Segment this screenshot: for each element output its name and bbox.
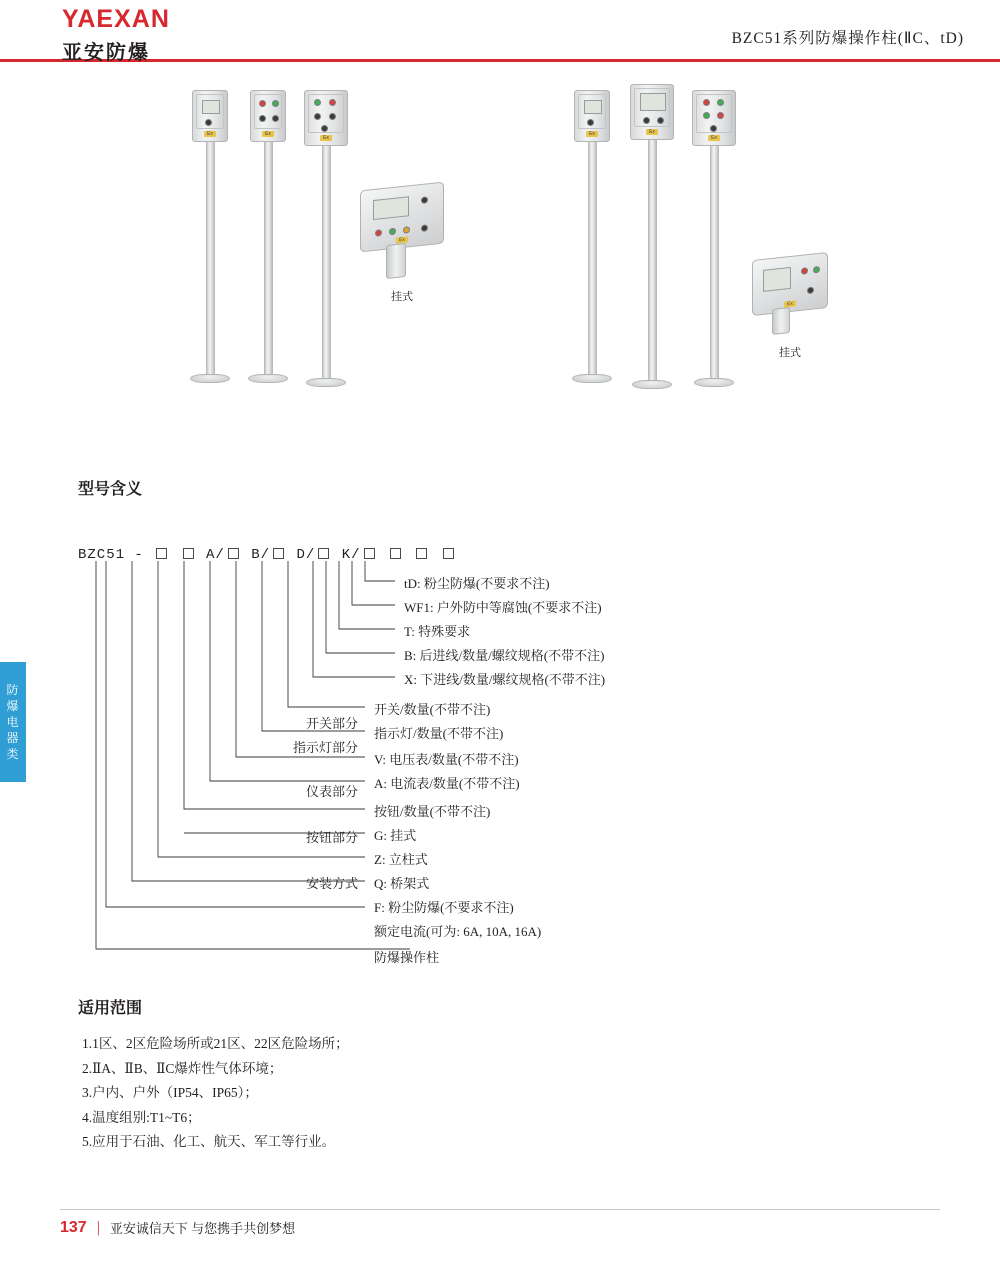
brand-logo	[62, 6, 242, 65]
model-section-title: 型号含义	[78, 481, 143, 498]
cable-gland	[772, 307, 790, 335]
pole-base	[694, 378, 734, 387]
footer-separator: |	[96, 1218, 100, 1236]
push-button	[643, 117, 650, 124]
product-pole-5	[630, 84, 674, 389]
legend-item-3: B: 后进线/数量/螺纹规格(不带不注)	[404, 648, 605, 663]
pole-stem	[648, 140, 657, 380]
scope-list	[82, 1032, 1000, 1155]
legend-item-0: tD: 粉尘防爆(不要求不注)	[404, 576, 550, 591]
legend-item-1: WF1: 户外防中等腐蚀(不要求不注)	[404, 600, 602, 615]
selector-switch	[421, 196, 428, 204]
pole-control-box	[304, 90, 348, 146]
push-button	[807, 286, 814, 294]
push-button	[587, 119, 594, 126]
indicator-lamp-red	[329, 99, 336, 106]
scope-item: 4.温度组别:T1~T6；	[82, 1109, 201, 1125]
product-pole-2	[248, 90, 288, 383]
legend-item-4: X: 下进线/数量/螺纹规格(不带不注)	[404, 672, 606, 687]
photo-caption-left: 挂式	[391, 291, 413, 303]
box-screen	[584, 100, 602, 114]
product-pole-1	[190, 90, 230, 383]
model-code-prefix: BZC51 -	[78, 547, 144, 563]
footer-slogan: 亚安诚信天下 与您携手共创梦想	[109, 1221, 296, 1236]
product-pole-4	[572, 90, 612, 383]
ex-label: Ex	[396, 236, 408, 243]
page-footer	[0, 1209, 1000, 1249]
indicator-lamp-red	[717, 112, 724, 119]
indicator-lamp-green	[314, 99, 321, 106]
side-tab-label: 防爆电器类	[6, 682, 20, 762]
indicator-lamp-green	[389, 228, 396, 236]
selector-switch	[321, 125, 328, 132]
indicator-lamp-red	[801, 267, 808, 275]
legend-item-7: V: 电压表/数量(不带不注)	[374, 752, 519, 767]
product-photo-group	[0, 84, 1000, 384]
product-wall-unit-left	[360, 186, 444, 304]
push-button	[421, 224, 428, 232]
box-screen	[373, 196, 409, 220]
scope-item: 3.户内、户外（IP54、IP65）；	[82, 1085, 258, 1101]
code-literal-a: A/	[206, 547, 225, 563]
pole-control-box	[692, 90, 736, 146]
product-pole-3	[304, 90, 348, 387]
indicator-lamp-amber	[403, 226, 410, 234]
logo-en-text: YAEXAN	[62, 5, 170, 33]
code-literal-b: B/	[251, 547, 271, 563]
pole-base	[190, 374, 230, 383]
product-wall-unit-right	[752, 256, 828, 360]
ex-label: Ex	[204, 131, 216, 137]
pole-stem	[710, 146, 719, 378]
photo-caption-right: 挂式	[779, 347, 801, 359]
page-number: 137	[60, 1218, 87, 1236]
logo-cn-text: 亚安防爆	[62, 41, 150, 64]
page-title: BZC51系列防爆操作柱(ⅡC、tD)	[731, 30, 964, 47]
indicator-lamp-red	[703, 99, 710, 106]
pole-control-box	[192, 90, 228, 142]
indicator-lamp-red	[259, 100, 266, 107]
code-literal-k: K/	[341, 547, 361, 563]
push-button	[657, 117, 664, 124]
ex-label: Ex	[262, 131, 274, 137]
legend-item-15: 防爆操作柱	[374, 950, 440, 965]
ex-label: Ex	[586, 131, 598, 137]
wall-control-box	[360, 182, 444, 253]
push-button	[272, 115, 279, 122]
legend-item-6: 指示灯/数量(不带不注)	[374, 726, 504, 741]
legend-item-13: F: 粉尘防爆(不要求不注)	[374, 900, 514, 915]
legend-item-10: G: 挂式	[374, 828, 417, 843]
box-screen	[202, 100, 220, 114]
indicator-lamp-green	[813, 266, 820, 274]
cable-gland	[386, 243, 406, 279]
pole-stem	[588, 142, 597, 374]
push-button	[259, 115, 266, 122]
pole-control-box	[630, 84, 674, 140]
page-header	[0, 0, 1000, 62]
left-label-1: 指示灯部分	[292, 740, 358, 755]
pole-base	[572, 374, 612, 383]
pole-stem	[264, 142, 273, 374]
pole-control-box	[574, 90, 610, 142]
indicator-lamp	[205, 119, 212, 126]
pole-base	[248, 374, 288, 383]
code-literal-d: D/	[296, 547, 316, 563]
push-button	[314, 113, 321, 120]
product-pole-6	[692, 90, 736, 387]
left-label-2: 仪表部分	[305, 784, 358, 799]
scope-item: 5.应用于石油、化工、航天、军工等行业。	[82, 1134, 336, 1150]
scope-item: 2.ⅡA、ⅡB、ⅡC爆炸性气体环境；	[82, 1060, 283, 1076]
indicator-lamp-green	[717, 99, 724, 106]
pole-control-box	[250, 90, 286, 142]
ex-label: Ex	[320, 135, 332, 141]
selector-switch	[710, 125, 717, 132]
pole-base	[306, 378, 346, 387]
left-label-4: 安装方式	[305, 876, 358, 891]
legend-item-12: Q: 桥架式	[374, 876, 430, 891]
legend-item-14: 额定电流(可为: 6A, 10A, 16A)	[374, 924, 542, 939]
scope-item: 1.1区、2区危险场所或21区、22区危险场所；	[82, 1036, 349, 1051]
legend-item-11: Z: 立柱式	[374, 852, 428, 867]
indicator-lamp-green	[703, 112, 710, 119]
legend-item-5: 开关/数量(不带不注)	[374, 702, 491, 717]
wall-control-box	[752, 252, 828, 316]
box-screen	[640, 93, 666, 111]
ex-label: Ex	[784, 300, 796, 307]
footer-divider	[60, 1209, 940, 1210]
indicator-lamp-green	[272, 100, 279, 107]
left-label-3: 按钮部分	[305, 830, 358, 845]
indicator-lamp-red	[375, 229, 382, 237]
legend-item-8: A: 电流表/数量(不带不注)	[374, 776, 520, 791]
ex-label: Ex	[646, 129, 658, 135]
scope-section	[0, 995, 1000, 1155]
legend-item-2: T: 特殊要求	[404, 624, 471, 639]
left-label-0: 开关部分	[305, 716, 358, 731]
pole-stem	[322, 146, 331, 378]
scope-section-title: 适用范围	[78, 1000, 143, 1017]
push-button	[329, 113, 336, 120]
legend-item-9: 按钮/数量(不带不注)	[374, 804, 491, 819]
pole-base	[632, 380, 672, 389]
ex-label: Ex	[708, 135, 720, 141]
box-screen	[763, 267, 791, 292]
model-diagram	[0, 509, 1000, 989]
pole-stem	[206, 142, 215, 374]
